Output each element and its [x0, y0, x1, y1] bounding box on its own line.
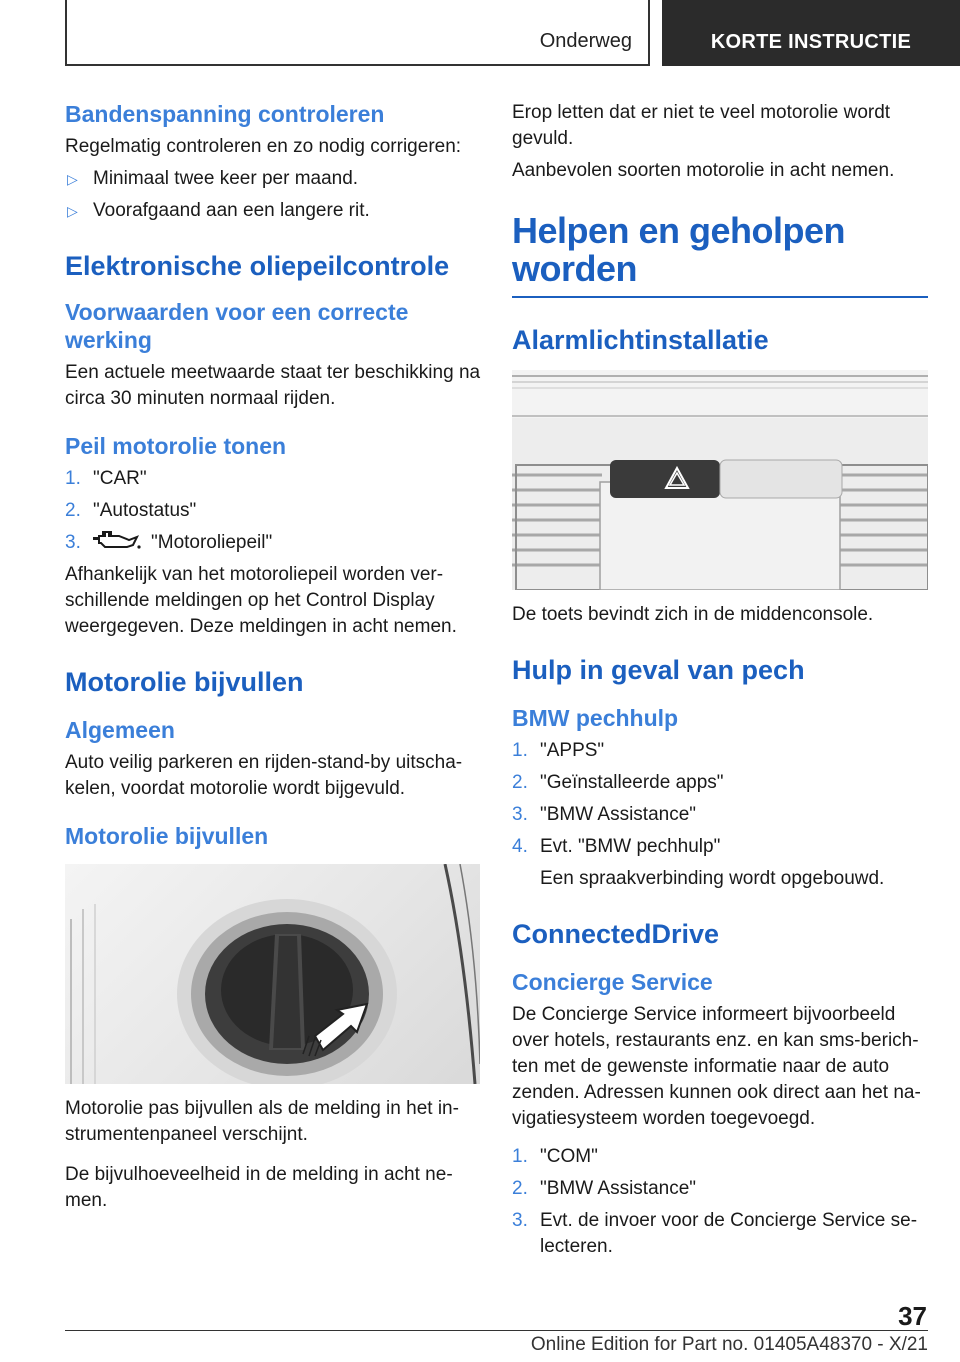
list-item: 3. "BMW Assistance"	[512, 804, 697, 825]
list-bandenspanning	[65, 166, 483, 224]
hazard-illustration	[512, 370, 928, 590]
chapter-tab: KORTE INSTRUCTIE	[662, 0, 960, 66]
list-item: 2. "Geïnstalleerde apps"	[512, 772, 724, 793]
paragraph-alarm: De toets bevindt zich in de middenconsole.	[512, 604, 874, 625]
heading-concierge-service: Concierge Service	[512, 969, 713, 995]
list-item: 2. "BMW Assistance"	[512, 1178, 697, 1199]
heading-alarmlichtinstallatie: Alarmlichtinstallatie	[512, 325, 769, 355]
paragraph-voorwaarden: Een actuele meetwaarde staat ter beschikking na circa 30 minuten normaal rijden.	[65, 362, 481, 409]
heading-voorwaarden: Voorwaarden voor een correcte werking	[65, 299, 409, 353]
list-item: 1. "APPS"	[512, 740, 605, 761]
page-number: 37	[898, 1301, 927, 1331]
left-column	[65, 100, 483, 1214]
list-item: 1. "COM"	[512, 1146, 598, 1167]
list-concierge	[512, 1144, 928, 1260]
heading-peil-motorolie: Peil motorolie tonen	[65, 433, 287, 459]
paragraph-concierge: De Concierge Service informeert bijvoorbeeld over hotels, restaurants enz. en kan sms-berichten met de gewenste informatie naar de auto zenden. Adressen kunnen ook direct aan het navigatiesysteem worden toegevoegd.	[512, 1004, 921, 1129]
heading-motorolie-bijvullen: Motorolie bijvullen	[65, 667, 304, 697]
list-item: 4. Evt. "BMW pechhulp" Een spraakverbinding wordt opgebouwd.	[512, 834, 928, 892]
list-item: ▷ Voorafgaand aan een langere rit.	[65, 198, 483, 224]
bullet-triangle-icon: ▷	[67, 171, 78, 187]
heading-bmw-pechhulp: BMW pechhulp	[512, 705, 679, 731]
paragraph-peil: Afhankelijk van het motoroliepeil worden verschillende meldingen op het Control Display weergegeven. Deze meldingen in acht nemen.	[65, 564, 457, 637]
list-pechhulp	[512, 738, 928, 892]
list-item: 1. "CAR"	[65, 468, 147, 489]
oil-filler-cap-image	[65, 864, 480, 1084]
heading-algemeen: Algemeen	[65, 717, 175, 743]
heading-elektronische-oliepeilcontrole: Elektronische oliepeilcontrole	[65, 251, 450, 281]
paragraph-bijvullen-1: Motorolie pas bijvullen als de melding in het instrumentenpaneel verschijnt.	[65, 1098, 459, 1145]
heading-hulp-pech: Hulp in geval van pech	[512, 655, 805, 685]
list-item: 2. "Autostatus"	[65, 500, 197, 521]
list-peil	[65, 466, 483, 556]
heading-motorolie-bijvullen-sub: Motorolie bijvullen	[65, 823, 269, 849]
oil-cap-illustration	[65, 864, 480, 1084]
section-title: Onderweg	[539, 30, 632, 52]
hazard-button-image	[512, 370, 928, 590]
list-item: ▷ Minimaal twee keer per maand.	[65, 166, 483, 192]
right-column	[512, 100, 928, 1260]
footer-edition: Online Edition for Part no. 01405A48370 - X/21	[530, 1334, 928, 1355]
heading-bandenspanning: Bandenspanning controleren	[65, 101, 385, 127]
bullet-triangle-icon: ▷	[67, 203, 78, 219]
footer-rule	[65, 1330, 928, 1331]
oil-can-icon	[93, 531, 141, 551]
page-header	[0, 0, 960, 66]
paragraph-bijvullen-2: De bijvulhoeveelheid in de melding in acht nemen.	[65, 1164, 453, 1211]
paragraph-aanbevolen: Aanbevolen soorten motorolie in acht nemen.	[512, 160, 895, 181]
section-tab	[65, 0, 650, 66]
paragraph-bandenspanning: Regelmatig controleren en zo nodig corrigeren:	[65, 136, 462, 157]
paragraph-algemeen: Auto veilig parkeren en rijden-stand-by uitschakelen, voordat motorolie wordt bijgevuld.	[65, 752, 463, 799]
heading-connecteddrive: ConnectedDrive	[512, 919, 720, 949]
heading-helpen-en-geholpen: Helpen en geholpen worden	[512, 212, 928, 298]
list-item: 3. Evt. de invoer voor de Concierge Service selecteren.	[512, 1210, 918, 1257]
list-item: 3. "Motoroliepeil"	[65, 532, 273, 553]
paragraph-erop-letten: Erop letten dat er niet te veel motorolie wordt gevuld.	[512, 102, 891, 149]
pechhulp-subtext: Een spraakverbinding wordt opgebouwd.	[540, 868, 885, 889]
